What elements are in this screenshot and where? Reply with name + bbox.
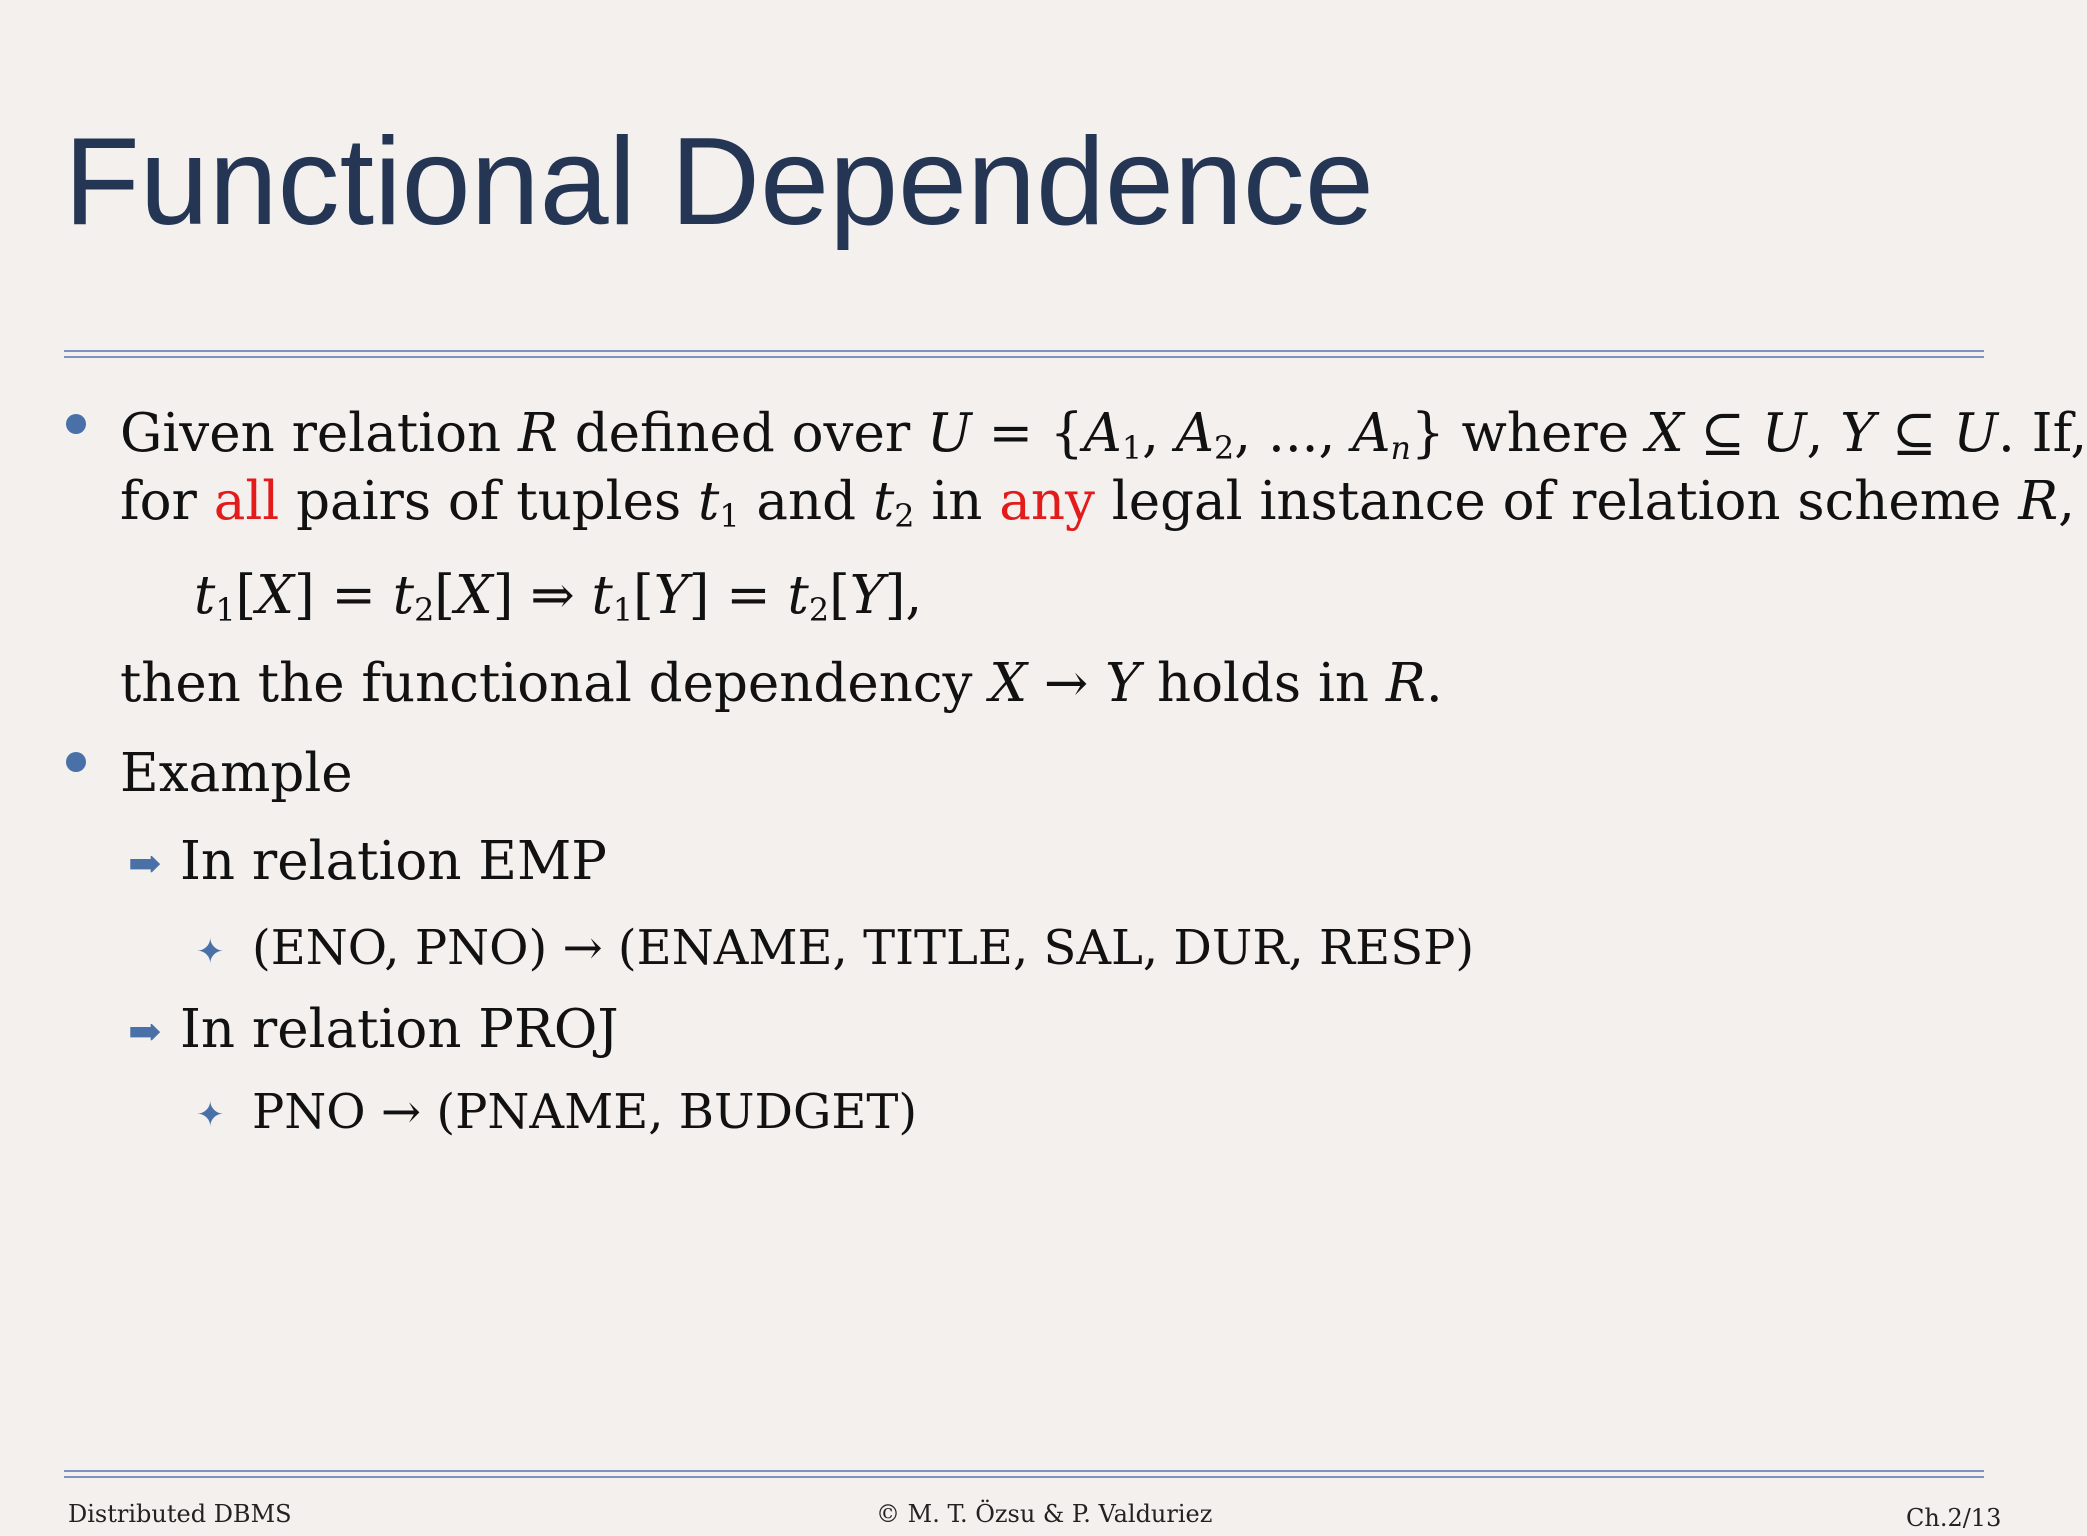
definition-line-1: Given relation R defined over $U = \{A_1$, $A_2$, ..., $A_n$} where X ⊆ U, Y ⊆ U. If, [120, 403, 2087, 467]
example-proj-dependency: PNO → (PNAME, BUDGET) [252, 1084, 918, 1140]
example-proj-label: In relation PROJ [180, 999, 619, 1060]
circle-bullet-icon [66, 414, 86, 434]
right-arrow-icon: ➡ [128, 1009, 162, 1055]
footer-rule-bottom [64, 1476, 1984, 1478]
footer-copyright: © M. T. Özsu & P. Valduriez [876, 1500, 1213, 1528]
emphasis-all: all [213, 471, 280, 532]
title-rule-bottom [64, 356, 1984, 358]
example-heading: Example [120, 743, 353, 804]
circle-bullet-icon [66, 752, 86, 772]
slide-title: Functional Dependence [64, 113, 1374, 251]
example-emp-dependency: (ENO, PNO) → (ENAME, TITLE, SAL, DUR, RESP) [252, 920, 1475, 976]
right-arrow-icon: ➡ [128, 841, 162, 887]
footer-course: Distributed DBMS [68, 1500, 292, 1528]
definition-line-2: for all pairs of tuples $t_1$ and $t_2$ in any legal instance of relation scheme R, [120, 471, 2076, 535]
four-point-star-icon: ✦ [196, 932, 225, 972]
definition-conclusion: then the functional dependency X → Y holds in R. [120, 653, 1443, 714]
example-emp-label: In relation EMP [180, 831, 607, 892]
footer-rule-top [64, 1470, 1984, 1472]
footer-page-number: Ch.2/13 [1906, 1504, 2002, 1532]
emphasis-any: any [999, 471, 1095, 532]
title-rule-top [64, 350, 1984, 352]
definition-formula: $t_1[X] = t_2[X]$ ⇒ $t_1[Y] = t_2[Y]$, [194, 565, 923, 629]
four-point-star-icon: ✦ [196, 1095, 225, 1135]
